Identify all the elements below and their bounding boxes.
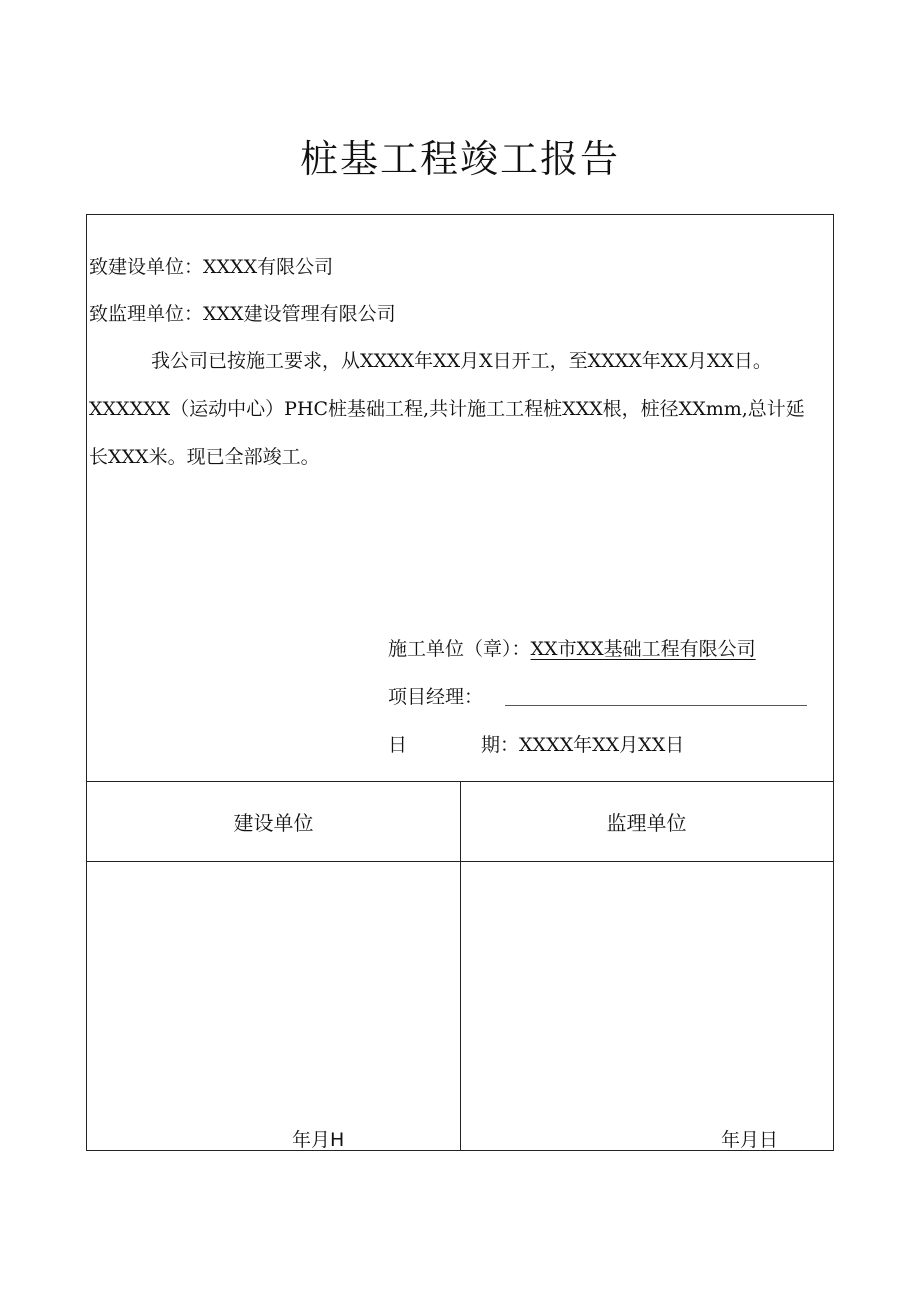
date-row [481,733,684,757]
supervision-unit-date: 年月日 [721,1129,779,1151]
date-label-2: 期： [481,734,520,756]
report-form [86,214,834,1151]
to-supervision-unit: 致监理单位：XXX建设管理有限公司 [89,303,396,325]
header-divider-line [87,861,833,862]
contractor-row [388,637,756,661]
body-line-2: XXXXXX（运动中心）PHC桩基础工程,共计施工工程桩XXX根，桩径XXmm,总计延 [89,398,805,420]
manager-label: 项目经理： [388,686,484,708]
date-value: XXXX年XX月XX日 [519,734,685,756]
contractor-value: XX市XX基础工程有限公司 [530,638,756,660]
supervision-unit-header: 监理单位 [606,810,687,835]
page-title: 桩基工程竣工报告 [299,137,620,181]
to-construction-unit: 致建设单位：XXXX有限公司 [89,256,334,278]
construction-unit-header: 建设单位 [233,810,314,835]
contractor-label: 施工单位（章）： [388,638,531,660]
manager-signature-line [505,705,807,706]
body-line-1: 我公司已按施工要求，从XXXX年XX月X日开工，至XXXX年XX月XX日。 [151,350,772,372]
date-label-1: 日 [388,734,408,756]
construction-unit-date: 年月H [292,1129,345,1151]
body-line-3: 长XXX米。现已全部竣工。 [89,446,320,468]
report-body [89,349,831,493]
